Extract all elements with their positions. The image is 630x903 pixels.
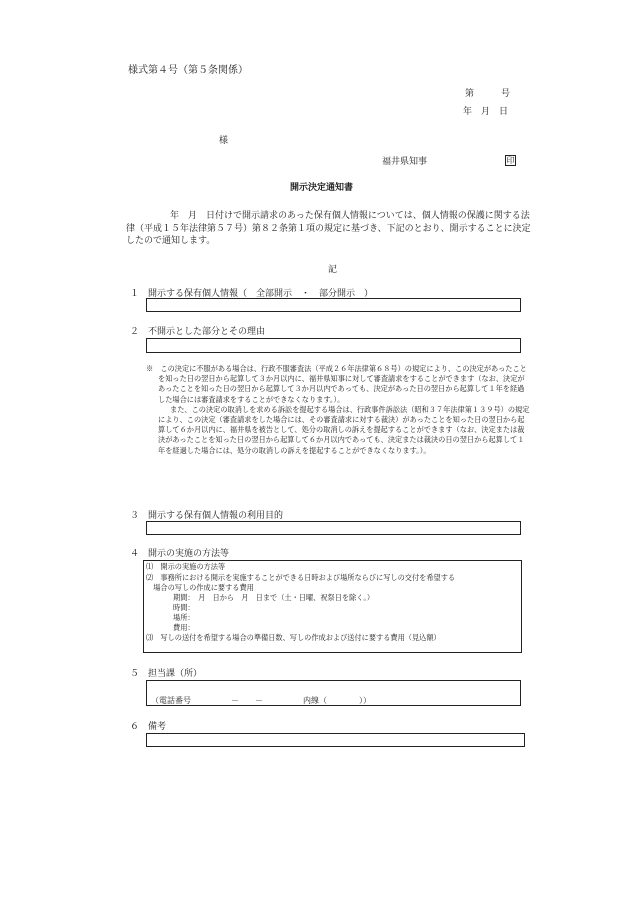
intro-paragraph <box>126 210 536 248</box>
item4-time: 時間： <box>173 603 195 612</box>
issuer: 福井県知事 <box>382 157 428 167</box>
item3-field[interactable] <box>146 521 521 535</box>
item4-line-3: 場合の写しの作成に要する費用 <box>146 583 254 592</box>
addressee: 様 <box>219 136 229 146</box>
item4-place: 場所： <box>173 613 195 622</box>
item4-cost: 費用： <box>173 623 195 632</box>
item4-line-1: ⑴ 開示の実施の方法等 <box>146 562 226 571</box>
ki-heading: 記 <box>328 265 338 275</box>
form-id: 様式第４号（第５条関係） <box>128 65 248 76</box>
document-number: 第 号 <box>465 89 511 99</box>
item1-label: １ 開示する保有個人情報（ 全部開示 ・ 部分開示 ） <box>130 289 374 299</box>
item1-field[interactable] <box>146 298 521 312</box>
appeal-notice <box>146 364 530 456</box>
item6-label: ６ 備考 <box>130 722 167 732</box>
document-title: 開示決定通知書 <box>290 183 354 193</box>
appeal-notice-1: ※ この決定に不服がある場合は、行政不服審査法（平成２６年法律第６８号）の規定により、この決定があったことを知った日の翌日から起算して３か月以内に、福井県知事に対して審査請求をすることができます（なお、決定があったことを知った日の翌日から起算して３か月以内であっても、決定があった日の翌日から起算して１年を経過した場合には審査請求をすることができなくなります。）。 <box>146 364 527 404</box>
item3-label: ３ 開示する保有個人情報の利用目的 <box>130 511 284 521</box>
item4-period: 期間： 月 日から 月 日まで（土・日曜、祝祭日を除く。） <box>173 593 375 602</box>
document-date: 年 月 日 <box>463 107 509 117</box>
item4-line-2: ⑵ 事務所における開示を実施することができる日時および場所ならびに写しの交付を希望する <box>146 573 456 582</box>
item6-field[interactable] <box>146 733 525 747</box>
appeal-notice-2: また、この決定の取消しを求める訴訟を提起する場合は、行政事件訴訟法（昭和３７年法律第１３９号）の規定により、この決定（審査請求をした場合には、その審査請求に対する裁決）があったことを知った日の翌日から起算して６か月以内に、福井県を被告として、処分の取消しの訴えを提起することができます（なお、決定または裁決があったことを知った日の翌日から起算して６か月以内であっても、決定または裁決の日の翌日から起算して１年を経過した場合には、処分の取消しの訴えを提起することができなくなります。）。 <box>158 404 530 455</box>
item5-phone: （電話番号 － － 内線（ ）） <box>151 696 371 705</box>
seal-mark: 印 <box>506 156 515 165</box>
item4-line-8: ⑶ 写しの送付を希望する場合の準備日数、写しの作成および送付に要する費用（見込額） <box>146 633 441 642</box>
item2-field[interactable] <box>146 338 521 353</box>
intro-text: 年 月 日付けで開示請求のあった保有個人情報については、個人情報の保護に関する法律（平成１５年法律第５７号）第８２条第１項の規定に基づき、下記のとおり、開示することに決定したので通知します。 <box>126 211 531 246</box>
item4-label: ４ 開示の実施の方法等 <box>130 549 230 559</box>
item2-label: ２ 不開示とした部分とその理由 <box>130 327 266 337</box>
item5-label: ５ 担当課（所） <box>130 669 203 679</box>
